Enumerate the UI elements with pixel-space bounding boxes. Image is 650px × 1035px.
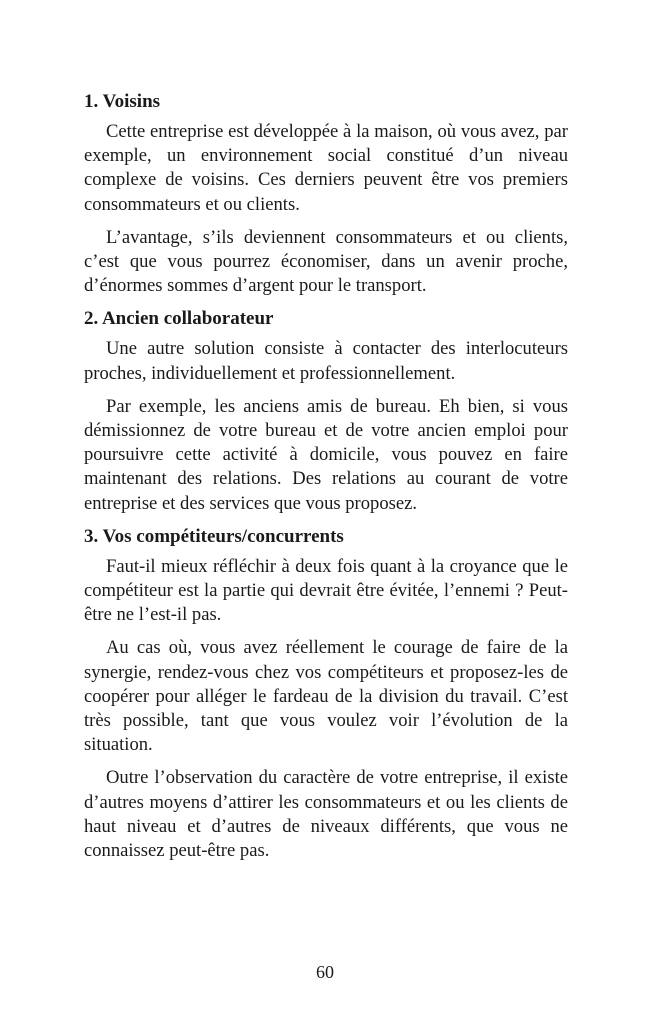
- paragraph: L’avantage, s’ils deviennent consommateurs et ou clients, c’est que vous pourrez économiser, dans un avenir proche, d’énormes sommes d’argent pour le transport.: [84, 226, 568, 297]
- section-heading: 1. Voisins: [84, 91, 161, 112]
- section-heading: 3. Vos compétiteurs/concurrents: [84, 525, 344, 547]
- paragraph: Une autre solution consiste à contacter des interlocuteurs proches, individuellement et professionnellement.: [84, 338, 568, 384]
- section-ancien-collaborateur: [84, 307, 568, 515]
- paragraph: Par exemple, les anciens amis de bureau. Eh bien, si vous démissionnez de votre bureau et de votre ancien emploi pour poursuivre cette activité à domicile, vous pouvez en faire maintenant des relations. Des relations au courant de votre entreprise et des services que vous proposez.: [84, 395, 568, 514]
- paragraph: Cette entreprise est développée à la maison, où vous avez, par exemple, un environnement social constitué d’un niveau complexe de voisins. Ces derniers peuvent être vos premiers consommateurs et ou clients.: [84, 121, 568, 215]
- section-voisins: [84, 90, 568, 298]
- paragraph: Au cas où, vous avez réellement le courage de faire de la synergie, rendez-vous chez vos compétiteurs et proposez-les de coopérer pour alléger le fardeau de la division du travail. C’est très possible, tant que vous voulez voir l’évolution de la situation.: [84, 637, 568, 756]
- page-body: [84, 90, 568, 872]
- section-heading: 2. Ancien collaborateur: [84, 308, 274, 330]
- paragraph: Outre l’observation du caractère de votre entreprise, il existe d’autres moyens d’attirer les consommateurs et ou les clients de haut niveau et d’autres de niveaux différents, que vous ne connaissez peut-être pas.: [84, 767, 568, 862]
- page-number: 60: [316, 962, 334, 982]
- paragraph: Faut-il mieux réfléchir à deux fois quant à la croyance que le compétiteur est la partie qui devrait être évitée, l’ennemi ? Peut-être ne l’est-il pas.: [84, 555, 568, 626]
- section-competiteurs: [84, 525, 568, 863]
